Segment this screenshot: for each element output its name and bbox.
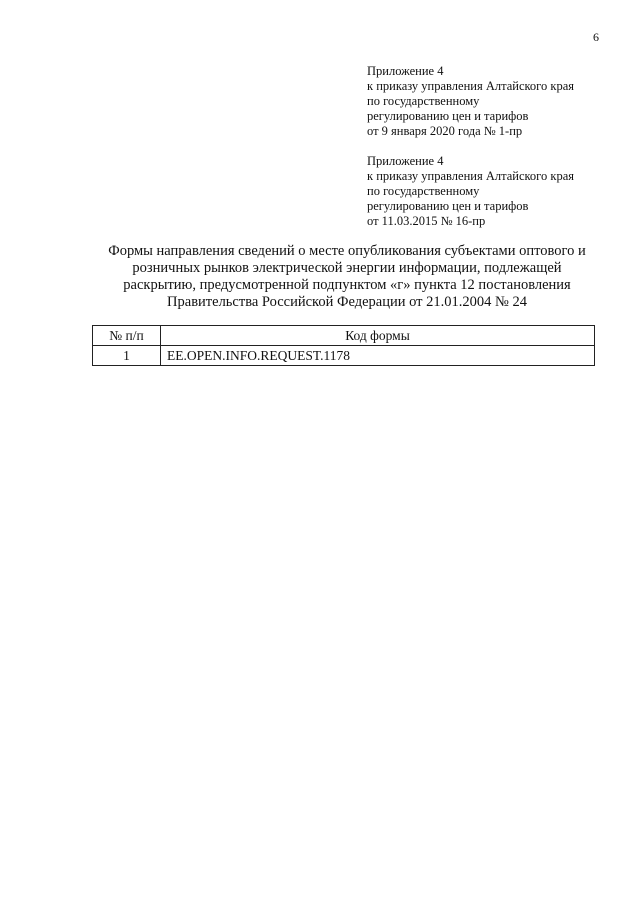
title-line: раскрытию, предусмотренной подпунктом «г» пункта 12 постановления (123, 277, 571, 293)
document-title (92, 243, 602, 311)
annex-line: регулированию цен и тарифов (367, 109, 529, 123)
annex-line: от 11.03.2015 № 16-пр (367, 214, 486, 228)
title-line: розничных рынков электрической энергии информации, подлежащей (132, 260, 562, 276)
annex-block-previous (367, 154, 574, 229)
annex-line: Приложение 4 (367, 154, 444, 168)
table-row (93, 346, 595, 366)
annex-line: от 9 января 2020 года № 1-пр (367, 124, 523, 138)
forms-table (92, 325, 595, 366)
table-header-row (93, 326, 595, 346)
annex-line: по государственному (367, 184, 480, 198)
header-number: № п/п (93, 326, 161, 346)
header-form-code: Код формы (161, 326, 595, 346)
title-line: Правительства Российской Федерации от 21.01.2004 № 24 (167, 294, 527, 310)
annex-line: по государственному (367, 94, 480, 108)
row-number: 1 (93, 346, 161, 366)
title-line: Формы направления сведений о месте опубликования субъектами оптового и (108, 243, 586, 259)
annex-line: регулированию цен и тарифов (367, 199, 529, 213)
annex-line: Приложение 4 (367, 64, 444, 78)
page-number: 6 (593, 30, 599, 44)
annex-block-current (367, 64, 574, 139)
annex-line: к приказу управления Алтайского края (367, 169, 574, 183)
row-form-code: EE.OPEN.INFO.REQUEST.1178 (161, 346, 595, 366)
annex-line: к приказу управления Алтайского края (367, 79, 574, 93)
